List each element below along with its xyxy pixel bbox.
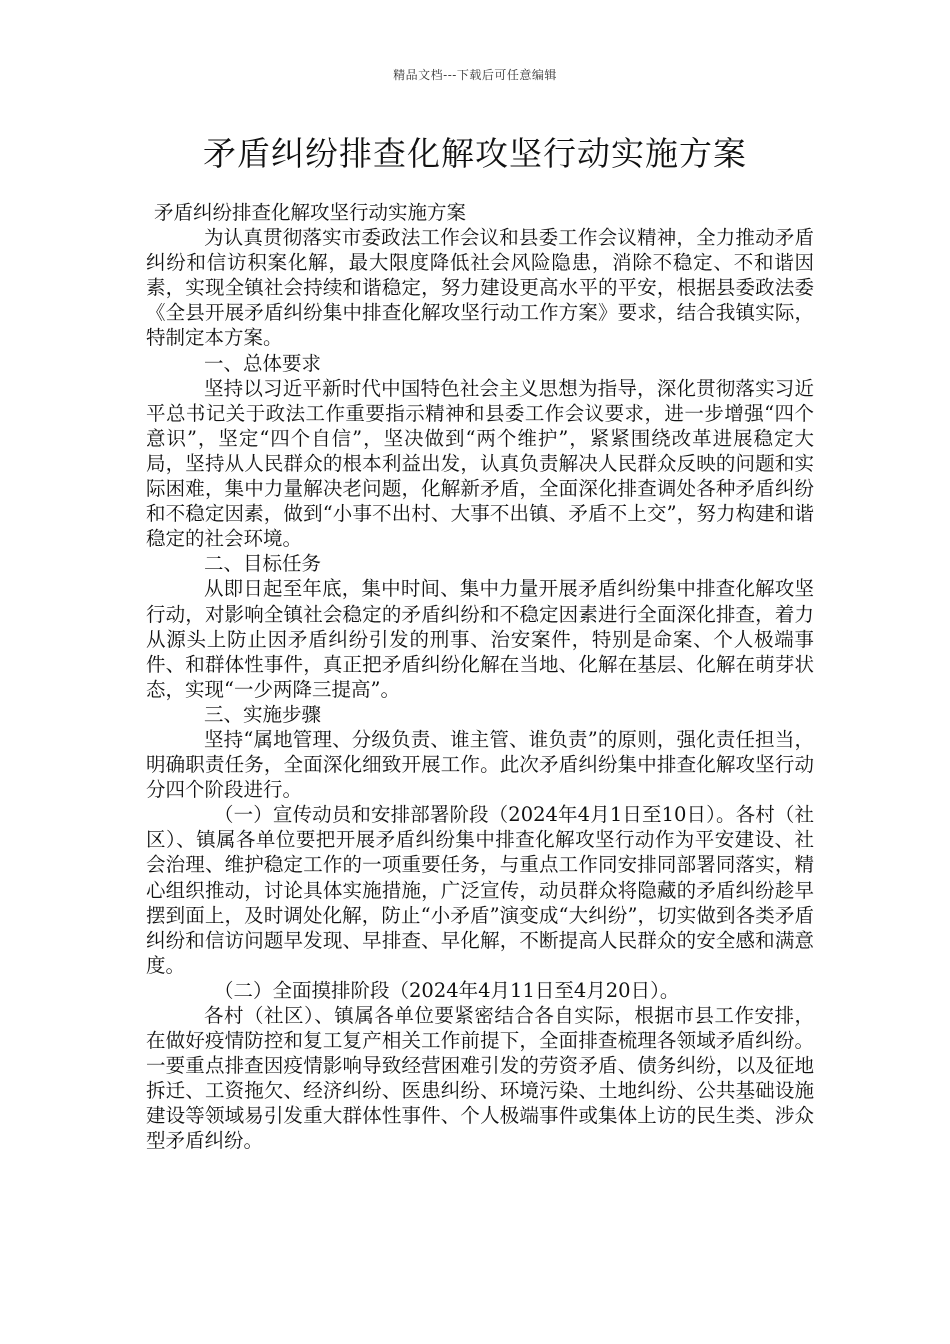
goals-paragraph: 从即日起至年底，集中时间、集中力量开展矛盾纠纷集中排查化解攻坚行动，对影响全镇社会稳定的矛盾纠纷和不稳定因素进行全面深化排查，着力从源头上防止因矛盾纠纷引发的刑事、治安案件，特别是命案、个人极端事件、和群体性事件，真正把矛盾纠纷化解在当地、化解在基层、化解在萌芽状态，实现“一少两降三提高”。 xyxy=(146,577,814,701)
section-heading-requirements: 一、总体要求 xyxy=(204,351,322,375)
document-subtitle: 矛盾纠纷排查化解攻坚行动实施方案 xyxy=(154,201,467,224)
page-header-note: 精品文档---下载后可任意编辑 xyxy=(393,68,557,82)
requirements-paragraph: 坚持以习近平新时代中国特色社会主义思想为指导，深化贯彻落实习近平总书记关于政法工作重要指示精神和县委工作会议要求，进一步增强“四个意识”，坚定“四个自信”，坚决做到“两个维护”，紧紧围绕改革进展稳定大局，坚持从人民群众的根本利益出发，认真负责解决人民群众反映的问题和实际困难，集中力量解决老问题，化解新矛盾，全面深化排查调处各种矛盾纠纷和不稳定因素，做到“小事不出村、大事不出镇、矛盾不上交”，努力构建和谐稳定的社会环境。 xyxy=(146,376,814,551)
intro-paragraph: 为认真贯彻落实市委政法工作会议和县委工作会议精神，全力推动矛盾纠纷和信访积案化解，最大限度降低社会风险隐患，消除不稳定、不和谐因素，实现全镇社会持续和谐稳定，努力建设更高水平的平安，根据县委政法委《全县开展矛盾纠纷集中排查化解攻坚行动工作方案》要求，结合我镇实际，特制定本方案。 xyxy=(146,226,814,350)
stage-two-heading: （二）全面摸排阶段（2024年4月11日至4月20日）。 xyxy=(214,978,680,1002)
steps-paragraph: 坚持“属地管理、分级负责、谁主管、谁负责”的原则，强化责任担当，明确职责任务，全面深化细致开展工作。此次矛盾纠纷集中排查化解攻坚行动分四个阶段进行。 xyxy=(146,727,814,802)
stage-two-paragraph: 各村（社区）、镇属各单位要紧密结合各自实际，根据市县工作安排，在做好疫情防控和复工复产相关工作前提下，全面排查梳理各领域矛盾纠纷。一要重点排查因疫情影响导致经营困难引发的劳资矛盾、债务纠纷，以及征地拆迁、工资拖欠、经济纠纷、医患纠纷、环境污染、土地纠纷、公共基础设施建设等领域易引发重大群体性事件、个人极端事件或集体上访的民生类、涉众型矛盾纠纷。 xyxy=(146,1004,814,1153)
document-title: 矛盾纠纷排查化解攻坚行动实施方案 xyxy=(203,134,747,173)
section-heading-steps: 三、实施步骤 xyxy=(204,702,322,726)
section-heading-goals: 二、目标任务 xyxy=(204,552,322,576)
document-body xyxy=(146,200,814,1154)
stage-one-paragraph: （一）宣传动员和安排部署阶段（2024年4月1日至10日）。各村（社区）、镇属各单位要把开展矛盾纠纷集中排查化解攻坚行动作为平安建设、社会治理、维护稳定工作的一项重要任务，与重点工作同安排同部署同落实，精心组织推动，讨论具体实施措施，广泛宣传，动员群众将隐藏的矛盾纠纷趁早摆到面上，及时调处化解，防止“小矛盾”演变成“大纠纷”，切实做到各类矛盾纠纷和信访问题早发现、早排查、早化解，不断提高人民群众的安全感和满意度。 xyxy=(146,803,814,977)
